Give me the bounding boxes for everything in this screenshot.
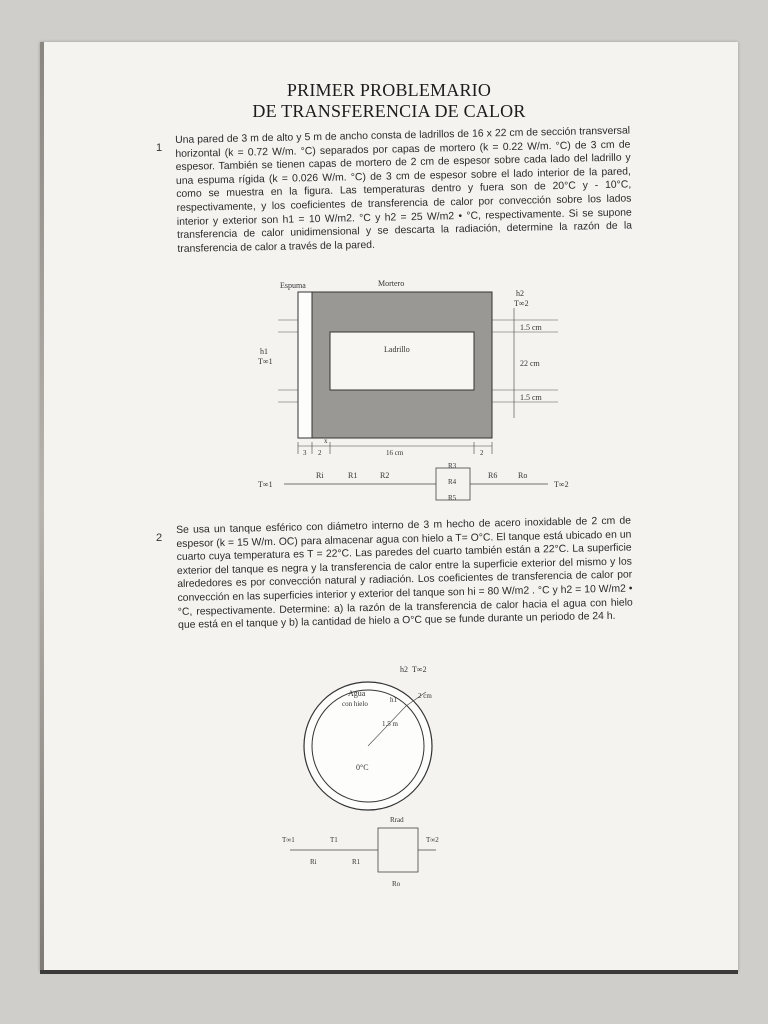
dim-bot: 1.5 cm xyxy=(520,393,542,402)
label-tinf1: T∞1 xyxy=(258,357,273,366)
wall-thermal-circuit xyxy=(256,460,586,506)
circuit-tinf2: T∞2 xyxy=(554,480,569,489)
tank-tinf2: T∞2 xyxy=(412,665,427,674)
label-ladrillo: Ladrillo xyxy=(384,345,410,354)
label-tinf2: T∞2 xyxy=(514,299,529,308)
circuit-ri: Ri xyxy=(316,471,324,480)
problem2-number: 2 xyxy=(156,532,163,544)
problem1-text: Una pared de 3 m de alto y 5 m de ancho consta de ladrillos de 16 x 22 cm de sección transversal horizontal (k = 0.72 W/m. °C) separados por capas de mortero (k = 0.22 W/m. °C) de 3 cm de espesor. También se tienen capas de mortero de 2 cm de espesor sobre cada lado del ladrillo y una espuma rígida (k = 0.026 W/m. °C) de 3 cm de espesor sobre el lado interior de la pared, como se muestra en la figura. Las temperaturas dentro y fuera son de 20°C y - 10°C, respectivamente, y los coeficientes de transferencia de calor por convección sobre los lados interior y exterior son h1 = 10 W/m2. °C y h2 = 25 W/m2 • °C, respectivamente. Si se supone transferencia de calor unidimensional y se descarta la radiación, determine la razón de la transferencia de calor a través de la pared. xyxy=(175,125,633,255)
tank-temp: 0°C xyxy=(356,763,369,772)
dim-x: x xyxy=(324,437,328,445)
tank-circuit-ro: Ro xyxy=(392,880,401,888)
label-h2: h2 xyxy=(516,289,524,298)
circuit-tinf1: T∞1 xyxy=(258,480,273,489)
tank-circuit-ri: Ri xyxy=(310,858,317,866)
circuit-ro: Ro xyxy=(518,471,528,480)
document-page xyxy=(40,42,738,972)
dim-mid: 22 cm xyxy=(520,359,540,368)
tank-thermal-circuit xyxy=(280,812,470,892)
circuit-r3: R3 xyxy=(448,462,457,470)
dim-top: 1.5 cm xyxy=(520,323,542,332)
page-bottom-edge xyxy=(40,970,738,974)
tank-thickness: 2 cm xyxy=(418,692,432,700)
circuit-r4: R4 xyxy=(448,478,457,486)
problem2-text: Se usa un tanque esférico con diámetro interno de 3 m hecho de acero inoxidable de 2 cm de espesor (k = 15 W/m. OC) para almacenar agua con hielo a T= O°C. El tanque está ubicado en un cuarto cuya temperatura es T = 22°C. Las paredes del cuarto también están a 22°C. La superficie exterior del tanque es negra y la transferencia de calor entre la superficie exterior del mismo y los alrededores es por convección natural y radiación. Los coeficientes de transferencia de calor por convección en las superficies interior y exterior del tanque son hi = 80 W/m2 . °C y h2 = 10 W/m2 • °C, respectivamente. Determine: a) la razón de la transferencia de calor hacia el agua con hielo que está en el tanque y b) la cantidad de hielo a O°C que se funde durante un periodo de 24 h. xyxy=(176,515,633,632)
tank-circuit-rrad: Rrad xyxy=(390,816,404,824)
tank-radius: 1.5 m xyxy=(382,720,398,728)
tank-con-hielo: con hielo xyxy=(342,700,368,708)
tank-circuit-tinf2: T∞2 xyxy=(426,836,439,844)
tank-h2: h2 xyxy=(400,665,408,674)
tank-h1: h1 xyxy=(390,696,397,704)
dim-2a: 2 xyxy=(318,449,322,457)
tank-circuit-t1: T1 xyxy=(330,836,338,844)
circuit-r1: R1 xyxy=(348,471,358,480)
circuit-r6: R6 xyxy=(488,471,498,480)
dim-16: 16 cm xyxy=(386,449,404,457)
brick-block xyxy=(330,332,474,390)
label-h1: h1 xyxy=(260,347,268,356)
circuit-r5: R5 xyxy=(448,494,457,502)
tank-circuit-r1: R1 xyxy=(352,858,361,866)
dim-2b: 2 xyxy=(480,449,484,457)
dim-3: 3 xyxy=(303,449,307,457)
circuit-r2: R2 xyxy=(380,471,390,480)
tank-agua: Agua xyxy=(348,689,366,698)
foam-layer xyxy=(298,292,312,438)
tank-circuit-tinf1: T∞1 xyxy=(282,836,295,844)
document-title-line1: PRIMER PROBLEMARIO xyxy=(286,80,492,100)
label-espuma: Espuma xyxy=(280,281,306,290)
document-title-line2: DE TRANSFERENCIA DE CALOR xyxy=(252,101,526,121)
label-mortero: Mortero xyxy=(378,279,405,288)
problem1-number: 1 xyxy=(156,142,163,154)
tank-figure xyxy=(286,662,486,812)
